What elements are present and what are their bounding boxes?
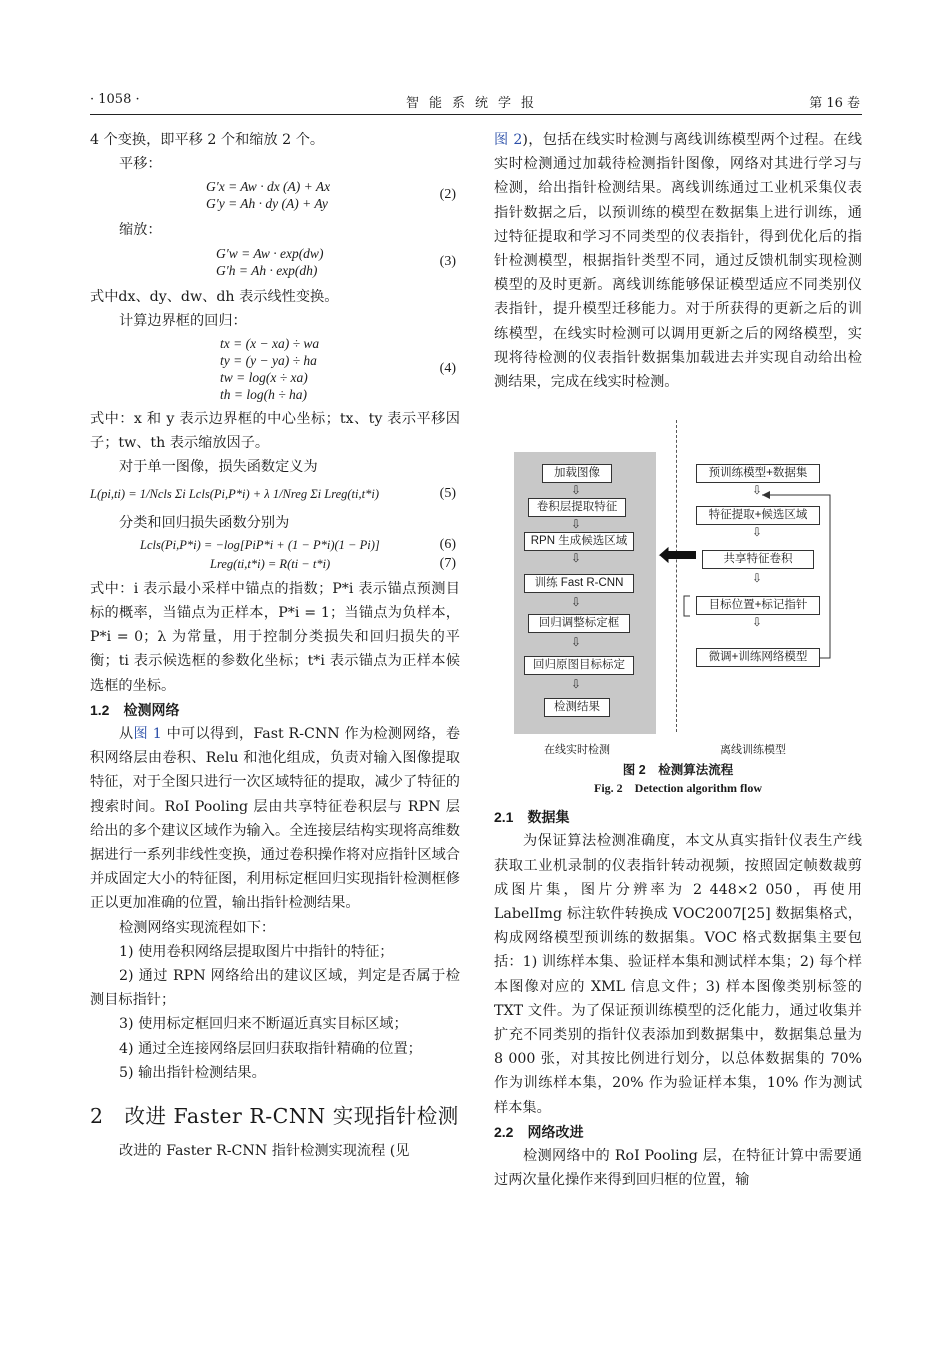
- paragraph: 式中dx、dy、dw、dh 表示线性变换。: [90, 288, 339, 305]
- scale-label: 缩放：: [119, 222, 162, 239]
- down-arrow-icon: ⇩: [571, 677, 582, 692]
- equation-number: (2): [439, 187, 456, 203]
- flow-box: 目标位置+标记指针: [696, 596, 820, 615]
- flow-box: RPN 生成候选区域: [524, 532, 634, 551]
- flow-box: 卷积层提取特征: [528, 498, 626, 517]
- equation-number: (7): [439, 556, 456, 572]
- left-column: [90, 128, 460, 1163]
- equation-line: tx = (x − xa) ÷ wa: [220, 336, 320, 352]
- text-run: 中可以得到，Fast R-CNN 作为检测网络，卷积网络层由卷积、Relu 和池化组成，负责对输入图像提取特征，对于全图只进行一次区域特征的提取，减少了特征的搜索时间。RoI Pooling 层由共享特征卷积层与 RPN 层给出的多个建议区域作为输入。全连接层结构实现将高维数据进行一系列非线性变换，通过卷积操作将对应指针区域合并成固定大小的特征图，利用标定框回归实现指针检测框修正以更加准确的位置，输出指针检测结果。: [90, 726, 460, 912]
- equation-7: [90, 556, 460, 573]
- equation-5: [90, 486, 460, 503]
- text-run: )，包括在线实时检测与离线训练模型两个过程。在线实时检测通过加载待检测指针图像，网络对其进行学习与检测，给出指针检测结果。离线训练通过工业机采集仪表指针数据之后，以预训练的模型在数据集上进行训练，通过特征提取和学习不同类型的仪表指针，得到优化后的指针检测模型，根据指针类型不同，通过反馈机制实现检测模型的及时更新。离线训练能够保证模型适应不同类别仪表指针，提升模型迁移能力。对于所获得的更新之后的训练模型，在线实时检测可以调用更新之后的网络模型，实现将待检测的仪表指针数据集加载进去并实现自动给出检测结果，完成在线实时检测。: [494, 132, 862, 391]
- list-item: 2) 通过 RPN 网络给出的建议区域，判定是否属于检测目标指针；: [90, 968, 460, 1009]
- equation-line: G′w = Aw · exp(dw): [216, 245, 324, 261]
- equation-number: (4): [439, 360, 456, 376]
- online-label: 在线实时检测: [544, 744, 610, 757]
- down-arrow-icon: ⇩: [571, 483, 582, 498]
- running-header: [90, 92, 860, 112]
- equation-2: [90, 178, 460, 212]
- paragraph: 检测网络中的 RoI Pooling 层，在特征计算中需要通过两次量化操作来得到回归框的位置，输: [494, 1148, 862, 1189]
- figure-2: [494, 420, 862, 757]
- shared-conv-arrow-icon: [660, 548, 694, 562]
- equation-line: G′h = Ah · exp(dh): [216, 262, 318, 278]
- equation-number: (6): [439, 537, 456, 553]
- divider-dashed: [676, 420, 677, 732]
- figure-link[interactable]: 图 2: [494, 132, 523, 148]
- flow-box: 回归原图目标标定: [524, 656, 634, 675]
- down-arrow-icon: ⇩: [752, 615, 763, 630]
- equation-line: G′x = Aw · dx (A) + Ax: [206, 179, 331, 195]
- down-arrow-icon: ⇩: [571, 551, 582, 566]
- paragraph: 分类和回归损失函数分别为: [119, 514, 290, 531]
- flow-box: 共享特征卷积: [702, 550, 814, 569]
- flow-box: 特征提取+候选区域: [696, 506, 820, 525]
- down-arrow-icon: ⇩: [571, 517, 582, 532]
- left-bracket-line: [684, 596, 690, 616]
- list-item: 5) 输出指针检测结果。: [119, 1064, 266, 1081]
- list-item: 4) 通过全连接网络层回归获取指针精确的位置；: [119, 1040, 422, 1057]
- bbox-label: 计算边界框的回归：: [119, 312, 247, 329]
- paragraph: 4 个变换，即平移 2 个和缩放 2 个。: [90, 132, 325, 148]
- equation-line: tw = log(x ÷ xa): [220, 370, 308, 386]
- volume-label: 第 16 卷: [809, 96, 860, 111]
- equation-line: L(pi,ti) = 1/Ncls Σi Lcls(Pi,P*i) + λ 1/Nreg Σi Lreg(ti,t*i): [90, 486, 379, 501]
- down-arrow-icon: ⇩: [571, 595, 582, 610]
- figure-link[interactable]: 图 1: [133, 726, 162, 743]
- equation-line: Lreg(ti,t*i) = R(ti − t*i): [210, 556, 331, 571]
- figure-caption-cn: 图 2 检测算法流程: [622, 763, 734, 778]
- down-arrow-icon: ⇩: [752, 525, 763, 540]
- paragraph: 式中：i 表示最小采样中锚点的指数；P*i 表示锚点预测目标的概率，当锚点为正样本，P*i = 1；当锚点为负样本，P*i = 0；λ 为常量，用于控制分类损失和回归损失的平衡；ti 表示候选框的参数化坐标；t*i 表示锚点为正样本候选框的坐标。: [90, 580, 460, 694]
- shared-conv-arrow-shaft: [668, 551, 696, 559]
- paragraph: 检测网络实现流程如下：: [119, 919, 276, 936]
- flow-box: 训练 Fast R-CNN: [524, 574, 634, 593]
- section-heading: 1.2 检测网络: [90, 701, 180, 718]
- paragraph: 改进的 Faster R-CNN 指针检测实现流程 (见: [119, 1143, 410, 1160]
- equation-line: ty = (y − ya) ÷ ha: [220, 353, 317, 369]
- equation-6: [90, 537, 460, 554]
- right-column: [494, 128, 862, 1192]
- flow-box: 回归调整标定框: [528, 614, 630, 633]
- section-heading: 2.1 数据集: [494, 809, 570, 826]
- paragraph: [494, 128, 862, 394]
- figure-caption-en: Fig. 2 Detection algorithm flow: [594, 781, 762, 796]
- list-item: 1) 使用卷积网络层提取图片中指针的特征；: [119, 943, 394, 960]
- offline-label: 离线训练模型: [720, 744, 786, 757]
- paragraph: 为保证算法检测准确度，本文从真实指针仪表生产线获取工业机录制的仪表指针转动视频，按照固定帧数裁剪成图片集，图片分辨率为 2 448×2 050，再使用 LabelImg 标注软件转换成 VOC2007[25] 数据集格式，构成网络模型预训练的数据集。VOC 格式数据集主要包括：1) 训练样本集、验证样本集和测试样本集；2) 每个样本图像对应的 XML 信息文件；3) 样本图像类别标签的 TXT 文件。为了保证预训练模型的泛化能力，通过收集并扩充不同类别的指针仪表添加到数据集中，数据集总量为 8 000 张，对其按比例进行划分，以总体数据集的 70% 作为训练样本集，20% 作为验证样本集，10% 作为测试样本集。: [494, 833, 862, 1116]
- page-number: · 1058 ·: [90, 92, 140, 107]
- equation-number: (5): [439, 486, 456, 502]
- equation-3: [90, 245, 460, 279]
- section-heading: 2.2 网络改进: [494, 1123, 584, 1140]
- header-rule: [90, 114, 862, 115]
- equation-line: th = log(h ÷ ha): [220, 387, 308, 403]
- journal-title: 智能系统学报: [405, 96, 544, 111]
- paragraph: 式中：x 和 y 表示边界框的中心坐标；tx、ty 表示平移因子；tw、th 表示缩放因子。: [90, 411, 460, 452]
- down-arrow-icon: ⇩: [752, 483, 763, 498]
- paragraph: 对于单一图像，损失函数定义为: [119, 459, 318, 476]
- flow-box: 检测结果: [544, 698, 610, 717]
- paragraph: [90, 722, 460, 916]
- flow-box: 加载图像: [542, 464, 612, 483]
- equation-line: G′y = Ah · dy (A) + Ay: [206, 196, 328, 212]
- down-arrow-icon: ⇩: [571, 635, 582, 650]
- down-arrow-icon: ⇩: [752, 571, 763, 586]
- text-run: 从: [119, 726, 134, 743]
- feedback-loop-arrowhead: [762, 491, 770, 499]
- equation-4: [90, 335, 460, 403]
- equation-number: (3): [439, 253, 456, 269]
- section-heading: 2 改进 Faster R-CNN 实现指针检测: [90, 1104, 459, 1129]
- list-item: 3) 使用标定框回归来不断逼近真实目标区域；: [119, 1016, 408, 1033]
- flow-box: 预训练模型+数据集: [696, 464, 820, 483]
- translate-label: 平移：: [119, 156, 162, 173]
- equation-line: Lcls(Pi,P*i) = −log[PiP*i + (1 − P*i)(1 − Pi)]: [140, 537, 380, 552]
- online-detection-panel: [514, 452, 656, 734]
- flow-box: 微调+训练网络模型: [696, 648, 820, 667]
